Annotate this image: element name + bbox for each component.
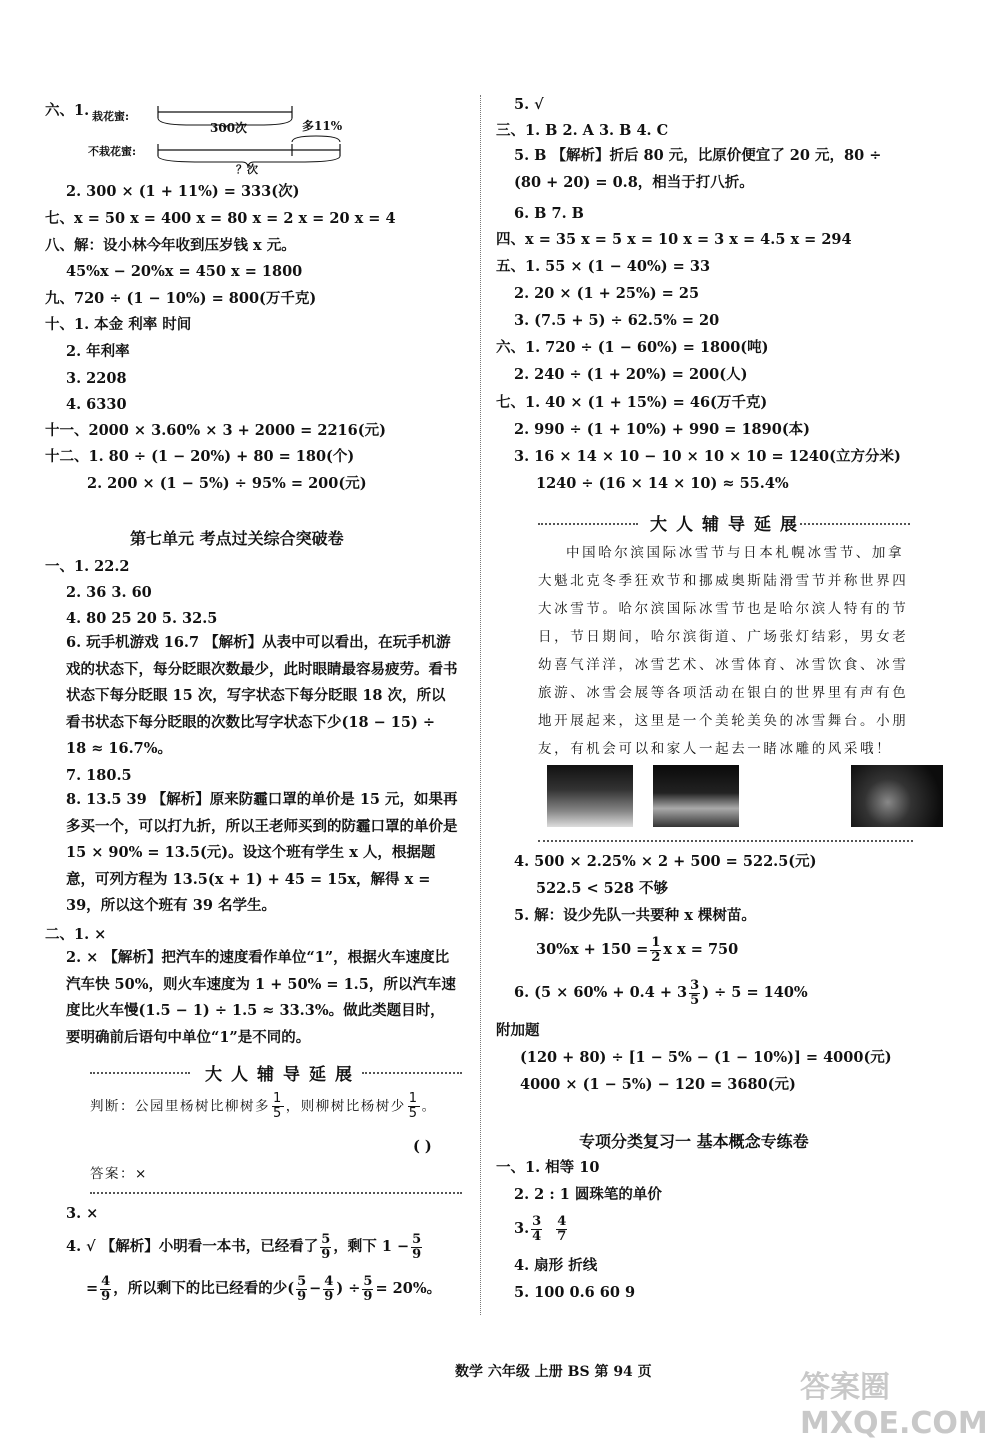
u7-2-4a-line xyxy=(66,1232,424,1262)
u7-2-4-text-b: ，剩下 1 − xyxy=(333,1238,410,1255)
diagram-row2-label: 不栽花蜜: xyxy=(88,145,137,158)
q10-4: 4. 6330 xyxy=(66,396,127,413)
r5-2: 2. 20 × (1 + 25%) = 25 xyxy=(514,285,700,302)
divider-dots xyxy=(90,1192,462,1194)
fraction-5-9: $\frac{5}{9}$ xyxy=(363,1273,373,1304)
u7-1-2: 2. 36 3. 60 xyxy=(66,584,152,601)
q8b: 45%x − 20%x = 450 x = 1800 xyxy=(66,263,303,280)
r7-4a: 4. 500 × 2.25% × 2 + 500 = 522.5(元) xyxy=(514,853,817,870)
divider-dots xyxy=(538,840,913,842)
fraction-4-7: $\frac{4}{7}$ xyxy=(557,1213,567,1244)
r7-3b: 1240 ÷ (16 × 14 × 10) ≈ 55.4% xyxy=(536,475,789,492)
q11: 十一、2000 × 3.60% × 3 + 2000 = 2216(元) xyxy=(45,422,386,439)
divider-dots xyxy=(362,1072,462,1074)
u7-2-3: 3. × xyxy=(66,1205,99,1222)
u7-1-4: 4. 80 25 20 5. 32.5 xyxy=(66,610,218,627)
r5-3: 3. (7.5 + 5) ÷ 62.5% = 20 xyxy=(514,312,720,329)
q10-2: 2. 年利率 xyxy=(66,343,130,360)
r7-4b: 522.5 < 528 不够 xyxy=(536,880,668,897)
fraction-3-4: $\frac{3}{4}$ xyxy=(532,1213,542,1244)
watermark-logo: 答案圈 MXQE.COM xyxy=(800,1370,988,1441)
u7-1-1: 一、1. 22.2 xyxy=(45,558,130,575)
fraction-5-9: $\frac{5}{9}$ xyxy=(412,1231,422,1262)
r7-2: 2. 990 ÷ (1 + 10%) + 990 = 1890(本) xyxy=(514,421,811,438)
r7-6-text-a: 6. (5 × 60% + 0.4 + 3 xyxy=(514,984,688,1001)
ext-q-text-b: ，则柳树比杨树少 xyxy=(285,1098,406,1115)
diagram-row1-count: 300次 xyxy=(210,121,248,135)
r7-6 xyxy=(514,978,808,1008)
fraction-4-9: $\frac{4}{9}$ xyxy=(101,1273,111,1304)
q7: 七、x = 50 x = 400 x = 80 x = 2 x = 20 x = 4 xyxy=(45,210,396,227)
u7-1-8: 8. 13.5 39 【解析】原来防霾口罩的单价是 15 元，如果再多买一个，可以打九折，所以王老师买到的防霾口罩的单价是 15 × 90% = 13.5(元)。设这个班有学生 x 人，根据题意，可列方程为 13.5(x + 1) + 45 = 15x，解得 x = 39，所以这个班有 39 名学生。 xyxy=(66,791,458,914)
r6-2: 2. 240 ÷ (1 + 20%) = 200(人) xyxy=(514,366,748,383)
sp-3-label: 3. xyxy=(514,1220,530,1237)
q6-2: 2. 300 × (1 + 11%) = 333(次) xyxy=(66,183,300,200)
u7-2-4-text-d: ，所以剩下的比已经看的少( xyxy=(113,1280,295,1297)
divider-dots xyxy=(90,1072,190,1074)
ext-text-right: 中国哈尔滨国际冰雪节与日本札幌冰雪节、加拿大魁北克冬季狂欢节和挪威奥斯陆滑雪节并称世界四大冰雪节。哈尔滨国际冰雪节也是哈尔滨人特有的节日，节日期间，哈尔滨街道、广场张灯结彩，男女老幼喜气洋洋，冰雪艺术、冰雪体育、冰雪饮食、冰雪旅游、冰雪会展等各项活动在银白的世界里有声有色地开展起来，这里是一个美轮美奂的冰雪舞台。小朋友，有机会可以和家人一起去一睹冰雕的风采哦！ xyxy=(538,545,909,757)
ice-photo-2 xyxy=(653,765,739,827)
u7-1-6: 6. 玩手机游戏 16.7 【解析】从表中可以看出，在玩手机游戏的状态下，每分眨眼次数最少，此时眼睛最容易疲劳。看书状态下每分眨眼 15 次，写字状态下每分眨眼 18 次，所以看书状态下每分眨眼的次数比写字状态下少(18 − 15) ÷ 18 ≈ 16.7%。 xyxy=(66,634,458,757)
r3-5: 5. B 【解析】折后 80 元，比原价便宜了 20 元，80 ÷ (80 + 20) = 0.8，相当于打八折。 xyxy=(514,147,882,191)
r3-6: 6. B 7. B xyxy=(514,205,584,222)
ext-title-right: 大人辅导延展 xyxy=(650,515,806,535)
special-title: 专项分类复习一 基本概念专练卷 xyxy=(579,1132,809,1151)
q10-3: 3. 2208 xyxy=(66,370,127,387)
u7-2-1: 二、1. × xyxy=(45,926,107,943)
ice-photo-3 xyxy=(851,765,943,827)
sp-5: 5. 100 0.6 60 9 xyxy=(514,1284,636,1301)
ext-answer-paren: ( ) xyxy=(413,1138,432,1155)
diagram-row1-label: 栽花蜜: xyxy=(92,110,130,123)
r4: 四、x = 35 x = 5 x = 10 x = 3 x = 4.5 x = 294 xyxy=(496,231,852,248)
u7-2-2: 2. × 【解析】把汽车的速度看作单位“1”，根据火车速度比汽车快 50%，则火车速度为 1 + 50% = 1.5，所以汽车速度比火车慢(1.5 − 1) ÷ 1.5 ≈ 33.3%。做此类题目时，要明确前后语句中单位“1”是不同的。 xyxy=(66,949,456,1046)
fraction-3-5: $\frac{3}{5}$ xyxy=(690,977,700,1008)
q10-1: 十、1. 本金 利率 时间 xyxy=(45,316,192,333)
diagram-row2-count: ？次 xyxy=(236,163,258,176)
u7-2-4-text-e: − xyxy=(309,1280,322,1297)
u7-2-4-text-g: = 20%。 xyxy=(375,1280,442,1297)
r6-1: 六、1. 720 ÷ (1 − 60%) = 1800(吨) xyxy=(496,339,769,356)
column-divider xyxy=(480,95,481,1315)
ext-answer: 答案：× xyxy=(90,1166,148,1182)
u7-2-4b-line xyxy=(86,1274,441,1304)
r7-1: 七、1. 40 × (1 + 15%) = 46(万千克) xyxy=(496,394,768,411)
bonus-1: (120 + 80) ÷ [1 − 5% − (1 − 10%)] = 4000(元) xyxy=(520,1049,892,1066)
page-footer: 数学 六年级 上册 BS 第 94 页 xyxy=(455,1364,652,1380)
fraction-5-9: $\frac{5}{9}$ xyxy=(321,1231,331,1262)
fraction-5-9: $\frac{5}{9}$ xyxy=(297,1273,307,1304)
divider-dots xyxy=(538,523,638,525)
sp-1: 一、1. 相等 10 xyxy=(496,1159,600,1176)
u7-2-4-text-c: = xyxy=(86,1280,99,1297)
sp-3 xyxy=(514,1214,569,1244)
q6-label: 六、1. xyxy=(45,102,90,119)
u7-1-7: 7. 180.5 xyxy=(66,767,132,784)
r7-5a: 5. 解：设少先队一共要种 x 棵树苗。 xyxy=(514,907,756,924)
r7-5b-text-2: x x = 750 xyxy=(663,941,739,958)
ice-photo-1 xyxy=(547,765,633,827)
ext-q-text-c: 。 xyxy=(421,1098,437,1115)
sp-2: 2. 2 : 1 圆珠笔的单价 xyxy=(514,1186,662,1203)
fraction-1-5: $\frac{1}{5}$ xyxy=(408,1091,419,1121)
sp-4: 4. 扇形 折线 xyxy=(514,1257,598,1274)
fraction-1-5: $\frac{1}{5}$ xyxy=(273,1091,283,1121)
r7-5b xyxy=(536,935,738,965)
r3-1: 三、1. B 2. A 3. B 4. C xyxy=(496,122,669,139)
r7-6-text-b: ) ÷ 5 = 140% xyxy=(702,984,808,1001)
ext-title-left: 大人辅导延展 xyxy=(205,1065,361,1085)
q9: 九、720 ÷ (1 − 10%) = 800(万千克) xyxy=(45,290,317,307)
q8a: 八、解：设小林今年收到压岁钱 x 元。 xyxy=(45,237,296,254)
divider-dots xyxy=(800,523,910,525)
bonus-title: 附加题 xyxy=(496,1022,540,1039)
ext-question xyxy=(90,1092,437,1121)
u7-2-4-text-a: 4. √ 【解析】小明看一本书，已经看了 xyxy=(66,1238,319,1255)
ext-q-text-a: 判断：公园里杨树比柳树多 xyxy=(90,1098,270,1115)
unit7-title: 第七单元 考点过关综合突破卷 xyxy=(130,529,344,548)
r7-5b-text-1: 30%x + 150 = xyxy=(536,941,649,958)
diagram-more-label: 多11% xyxy=(302,119,343,133)
r5-1: 五、1. 55 × (1 − 40%) = 33 xyxy=(496,258,711,275)
q12-1: 十二、1. 80 ÷ (1 − 20%) + 80 = 180(个) xyxy=(45,448,355,465)
fraction-1-2: $\frac{1}{2}$ xyxy=(651,934,661,965)
u7-2-4-text-f: ) ÷ xyxy=(336,1280,361,1297)
fraction-4-9: $\frac{4}{9}$ xyxy=(324,1273,334,1304)
r7-3a: 3. 16 × 14 × 10 − 10 × 10 × 10 = 1240(立方分米) xyxy=(514,448,901,465)
r5: 5. √ xyxy=(514,96,544,113)
bonus-2: 4000 × (1 − 5%) − 120 = 3680(元) xyxy=(520,1076,796,1093)
q12-2: 2. 200 × (1 − 5%) ÷ 95% = 200(元) xyxy=(87,475,367,492)
